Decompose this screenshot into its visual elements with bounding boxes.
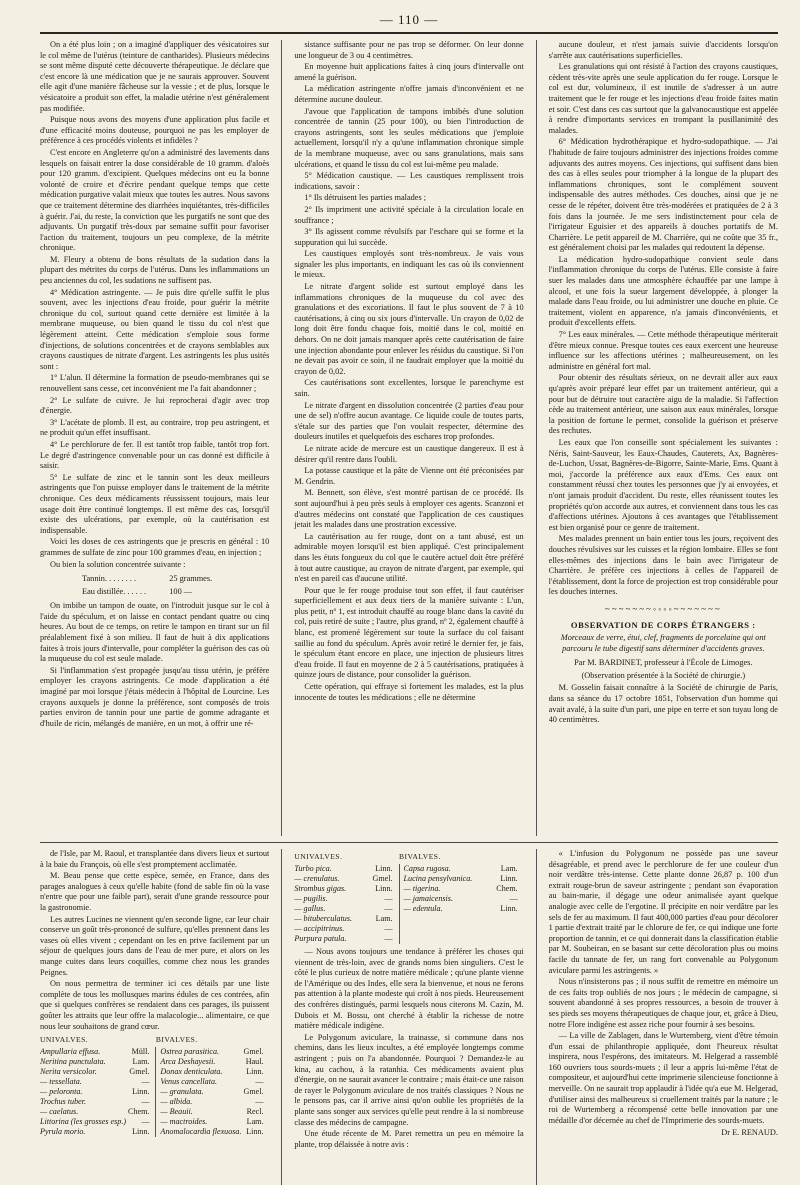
- species-name: — granulata.: [156, 1087, 244, 1097]
- mollusc-table-1-rows: [40, 1047, 269, 1137]
- species-author: —: [255, 1097, 264, 1107]
- table-row: [294, 864, 523, 874]
- species-author: Lam.: [500, 864, 518, 873]
- header-univalves: UNIVALVES.: [294, 852, 343, 861]
- species-author: Gmel.: [243, 1087, 264, 1097]
- paragraph: M. Fleury a obtenu de bons résultats de la sudation dans la plupart des métrites du corps de l'utérus. Dans les inflammations un peu anciennes du col, les sudations ne suffisent pas.: [40, 254, 270, 286]
- lower-columns: [40, 849, 778, 1185]
- col1-after-paragraphs: [40, 601, 269, 729]
- species-name: [399, 914, 490, 924]
- species-author: Recl.: [246, 1107, 264, 1117]
- species-author: [490, 914, 523, 924]
- species-author: Linn.: [132, 1087, 150, 1097]
- species-name: — jamaicensis.: [399, 894, 490, 904]
- species-name: Littorina (les grosses esp.): [40, 1117, 127, 1127]
- species-name: Purpura patula.: [294, 934, 347, 943]
- species-author: Lam.: [132, 1057, 150, 1067]
- recipe-name: Eau distillée. . . . . .: [82, 586, 147, 596]
- species-name: — albida.: [156, 1097, 244, 1107]
- species-author: Linn.: [500, 874, 518, 883]
- table-row: [40, 1107, 269, 1117]
- lower-col1-paragraphs: [40, 849, 269, 1032]
- paragraph: 1° L'alun. Il détermine la formation de pseudo-membranes qui se renouvellent sans cesse, cet inconvénient me l'a fait abandonner ;: [40, 373, 270, 393]
- table-row: [294, 934, 523, 944]
- table-row: [294, 924, 523, 934]
- species-name: — caelatus.: [40, 1107, 79, 1117]
- observation-subtitle: Morceaux de verre, étui, clef, fragments de porcelaine qui ont parcouru le tube digestif sans déterminer d'accidents graves.: [560, 633, 766, 653]
- species-name: Turbo pica.: [294, 864, 332, 873]
- paragraph: On nous permettra de terminer ici ces détails par une liste complète de tous les mollusques marins édules de ces contrées, afin que si quelques confrères se rendaient dans ces parages, ils puissent goûter les attraits que leur offre la malacologie... alimentaire, ce que nous leur souhaitons de grand cœur.: [40, 979, 270, 1031]
- top-rule: [40, 32, 778, 34]
- paragraph: 1° Ils détruisent les parties malades ;: [304, 193, 427, 203]
- paragraph: La médication hydro-sudopathique convient seule dans l'inflammation chronique du corps de l'utérus. Elle consiste à faire suer les malades dans une atmosphère échauffée par une lampe à alcool, et une fois la sueur largement développée, à plonger la malade dans l'eau froide, ou lui administrer une douche en pluie. Ce traitement, violent en apparence, n'a jamais d'inconvénients, et produit d'excellents effets.: [548, 254, 778, 328]
- upper-column-1: [40, 40, 269, 836]
- mollusc-table-2-rows: [294, 864, 523, 944]
- paragraph: 3° L'acétate de plomb. Il est, au contraire, trop peu astringent, et ne produit qu'un effet insuffisant.: [40, 417, 270, 438]
- species-name: Donax denticulata.: [156, 1067, 244, 1077]
- paragraph: Le Polygonum aviculare, la trainasse, si commune dans nos chemins, dans les lieux incultes, a été employée longtemps comme astringent ; puis on l'a abandonnée. Pourquoi ? Demandez-le au kina, au cachou, à la ratanhia. Ces médicaments avaient plus d'énergie, on ne saurait avancer le contraire ; mais était-ce une raison de rayer le Polygonum aviculare de nos traités classiques ? Nous ne le pensons pas, car il arrive ainsi qu'on oublie les propriétés de la plante sans songer aux services qu'elle peut rendre à la si nombreuse classe des médecins de campagne.: [294, 1032, 524, 1127]
- page-number: — 110 —: [379, 12, 439, 27]
- recipe-qty: 25 grammes.: [169, 574, 213, 584]
- tannin-recipe: [80, 572, 230, 599]
- upper-columns: [40, 40, 778, 836]
- observation-author: Par M. BARDINET, professeur à l'École de Limoges.: [574, 658, 753, 668]
- species-author: —: [141, 1097, 150, 1107]
- paragraph: En moyenne huit applications faites à cinq jours d'intervalle ont amené la guérison.: [294, 62, 524, 82]
- species-name: — bituberculatus.: [294, 914, 353, 923]
- species-author: Gmel.: [129, 1067, 150, 1077]
- paragraph: Le nitrate d'argent solide est surtout employé dans les inflammations chroniques de la muqueuse du col avec des granulations et des excoriations. Il faut le plus souvent de 7 à 10 cautérisations, à cinq ou six jours d'intervalle. Un crayon de 0,02 de long doit être fondu chaque fois, moitié dans le col, moitié en dehors. On ne doit jamais manquer après cette cautérisation de faire une injection abondante pour enlever les résidus du caustique. Si l'on ne devait pas avoir ce soin, il ne faudrait employer que la moitié du crayon de 0,02.: [294, 282, 524, 376]
- species-author: —: [141, 1117, 150, 1127]
- species-author: Haul.: [245, 1057, 264, 1067]
- table-row: [40, 1087, 269, 1097]
- paragraph: Cette opération, qui effraye si fortement les malades, est la plus innocente de toutes les médications ; elle ne détermine: [294, 682, 524, 702]
- paragraph: La potasse caustique et la pâte de Vienne ont été préconisées par M. Gendrin.: [294, 466, 524, 486]
- species-author: Lam.: [375, 914, 393, 923]
- paragraph: 3° Ils agissent comme révulsifs par l'eschare qui se forme et la suppuration qui lui succède.: [294, 227, 524, 247]
- paragraph: Pour que le fer rouge produise tout son effet, il faut cautériser superficiellement et aux deux tiers de la manière suivante : L'un, plus petit, nº 1, est introduit chauffé au rouge blanc dans la cavité du col, puis retiré de suite ; l'autre, plus grand, nº 2, également chauffé à blanc, est promené légèrement sur toute la surface du col faisant saillie au fond du spéculum. Après avoir retiré le dernier fer, je fais, le spéculum étant encore en place, une injection de plusieurs litres d'eau froide. Il faut en moyenne de 2 à 5 cautérisations, pratiquées à quinze jours de distance, pour consolider la guérison.: [294, 585, 524, 680]
- paragraph: J'avoue que l'application de tampons imbibés d'une solution concentrée de tannin (25 pour 100), ou bien l'introduction de crayons astringents, sont les seules médications que j'emploie actuellement, lorsqu'il n'y a qu'une inflammation chronique simple de la membrane muqueuse, avec ou sans granulations, mais sans ulcérations, et quand le tissu du col est lui-même peu malade.: [294, 106, 524, 169]
- observation-note: (Observation présentée à la Société de chirurgie.): [581, 670, 746, 680]
- paragraph: Ces cautérisations sont excellentes, lorsque le parenchyme est sain.: [294, 378, 524, 398]
- paragraph: 7° Les eaux minérales. — Cette méthode thérapeutique mériterait d'être mieux connue. Presque toutes ces eaux exercent une heureuse influence sur les affections utérines ; malheureusement, on les administre en général fort mal.: [548, 330, 778, 371]
- table-row: [294, 904, 523, 914]
- species-author: Linn.: [500, 904, 518, 913]
- species-author: —: [384, 924, 393, 933]
- species-name: Neritina punctulata.: [40, 1057, 106, 1067]
- paragraph: On imbibe un tampon de ouate, on l'introduit jusque sur le col à l'aide du spéculum, et on laisse en contact pendant quatre ou cinq heures. Au bout de ce temps, on retire le tampon en tirant sur un fil préalablement fixé à son milieu. Il faut de huit à dix applications faites à trois jours d'intervalle, pour compléter la guérison des cas où la muqueuse du col est seule malade.: [40, 601, 270, 664]
- lower-column-1: [40, 849, 269, 1185]
- column-divider: [281, 40, 282, 836]
- paragraph: 2° Ils impriment une activité spéciale à la circulation locale en souffrance ;: [294, 204, 524, 225]
- species-author: [490, 934, 523, 944]
- species-author: Chem.: [128, 1107, 150, 1117]
- species-name: Anomalocardia flexuosa.: [156, 1127, 244, 1137]
- paragraph: 4° Le perchlorure de fer. Il est tantôt trop faible, tantôt trop fort. Le degré d'astringence convenable pour un cas donné est difficile à saisir.: [40, 439, 270, 471]
- species-name: Nerita versicolor.: [40, 1067, 97, 1077]
- table-row: [40, 1067, 269, 1077]
- observation-text: M. Gosselin faisait connaître à la Société de chirurgie de Paris, dans sa séance du 17 octobre 1851, l'observation d'un homme qui avait avalé, à la suite d'un pari, une pipe en terre et son tuyau long de 40 centimètres.: [548, 683, 778, 725]
- table-row: [40, 1057, 269, 1067]
- header-bivalves: BIVALVES.: [399, 852, 441, 861]
- species-name: — mactroides.: [156, 1117, 244, 1127]
- species-author: Müll.: [131, 1047, 150, 1057]
- recipe-row: [82, 574, 228, 585]
- paragraph: Le nitrate acide de mercure est un caustique dangereux. Il est à désirer qu'il rentre dans l'oubli.: [294, 443, 524, 464]
- col1-paragraphs: [40, 40, 269, 570]
- paragraph: La médication astringente n'offre jamais d'inconvénient et ne détermine aucune douleur.: [294, 84, 524, 104]
- paragraph: — La ville de Zablagen, dans le Wurtemberg, vient d'être témoin d'un essai de philanthropie appliquée, dont l'heureux résultat inspirera, nous l'espérons, des imitateurs. M. Helgerad a rassemblé 160 ouvriers tous sourds-muets ; il leur a appris lui-même l'état de compositeur, et aujourd'hui cette imprimerie silencieuse fonctionne à merveille. On ne saurait trop applaudir à l'idée qu'a eue M. Helgerad, d'utiliser ainsi des malheureux si cruellement traités par la nature ; le roi de Wurtemberg a récompensé cette belle innovation par une médaille d'or décernée au chef de l'Imprimerie des sourds-muets.: [548, 1031, 778, 1125]
- paragraph: C'est encore en Angleterre qu'on a administré des lavements dans lesquels on faisait entrer la dose considérable de 10 gramm. d'aloès pour 120 gramm. d'excipient. Quelques médecins ont eu la bonne volonté de croire et d'écrire pendant quelque temps que cette médication purgative valait mieux que toutes les autres. Nous savons que ce traitement détermine des diarrhées inquiétantes, très-difficiles à guérir. J'ai, du reste, la conviction que les purgatifs ne sont que des adjuvants. Un purgatif très-doux par semaine suffit pour favoriser l'action du traitement, toujours un peu complexe, de la métrite chronique.: [40, 147, 270, 253]
- paragraph: — Nous avons toujours une tendance à préférer les choses qui viennent de très-loin, avec de grands noms bien singuliers. C'est le côté le plus curieux de notre matière médicale ; qu'une plante vienne de l'Amérique ou des Indes, elle sera la bienvenue, et nous ne ferons pas attention à la plante modeste qui croît à nos pieds. Heureusement des confrères distingués, parmi lesquels nous citerons M. Cazin, M. Dubois et M. Bossu, ont cherché à établir la richesse de notre matière médicale indigène.: [294, 947, 524, 1031]
- species-name: — accipitrinus.: [294, 924, 345, 933]
- paragraph: Une étude récente de M. Paret remettra un peu en mémoire la plante, trop délaissée à notre avis :: [294, 1129, 524, 1149]
- table-row: [294, 914, 523, 924]
- table-row: [40, 1127, 269, 1137]
- species-name: — Beauii.: [156, 1107, 244, 1117]
- paragraph: « L'infusion du Polygonum ne possède pas une saveur désagréable, et prend avec le perchlorure de fer une couleur d'un noir verdâtre très-intense. Cette plante donne 26,87 p. 100 d'un extrait rouge-brun de saveur astringente ; pendant son évaporation au bain-marie, il dégage une odeur animalisée ayant quelque analogie avec celle de l'ergotine. Il précipite en noir verdâtre par les sels de fer au maximum. Il faut 400,000 parties d'eau pour décolorer 1 partie d'extrait traité par le chlorure de fer, ce qui indique une forte proportion de tannin, et ce qui donnerait dans la classification établie par M. Soubeiran, en se basant sur cette décoloration plus ou moins facile du tannate de fer, un rang fort convenable au Polygonum aviculare parmi les astringents. »: [548, 849, 778, 975]
- species-name: Venus cancellata.: [156, 1077, 244, 1087]
- paragraph: La cautérisation au fer rouge, dont on a tant abusé, est un admirable moyen lorsqu'il est bien appliqué. C'est principalement dans les états fongueux du col que le cautère actuel doit être préféré à tout autre caustique, au crayon de nitrate d'argent, par exemple, qui n'est en pareil cas d'aucune utilité.: [294, 531, 524, 584]
- species-name: — crenulatus.: [294, 874, 340, 883]
- species-author: —: [384, 894, 393, 903]
- species-author: Linn.: [375, 864, 393, 873]
- middle-rule: [40, 842, 778, 843]
- species-author: Gmel.: [372, 874, 393, 883]
- species-name: Arca Deshayesii.: [156, 1057, 244, 1067]
- paragraph: 4° Médication astringente. — Je puis dire qu'elle suffit le plus souvent, avec les injections d'eau froide, pour guérir la métrite chronique du col, surtout quand cette dernière est limitée à la membrane muqueuse, ou bien quand le tissu du col n'est que légèrement atteint. Cette médication s'emploie sous forme d'injections, de solutions concentrées et de crayons semblables aux crayons caustiques de nitrate d'argent. Les astringents les plus usités sont :: [40, 287, 270, 371]
- table-row: [294, 894, 523, 904]
- paragraph: aucune douleur, et n'est jamais suivie d'accidents lorsqu'on s'arrête aux cautérisations superficielles.: [548, 40, 778, 60]
- mollusc-table-1-header: [40, 1035, 269, 1047]
- species-name: [399, 924, 490, 934]
- paragraph: Les eaux que l'on conseille sont spécialement les suivantes : Néris, Saint-Sauveur, les Eaux-Chaudes, Cauterets, Ax, Bagnères-de-Luchon, Ussat, Bagnères-de-Bigorre, Sainte-Marie, Ems. Quant à moi, j'accorde la préférence aux eaux d'Ems. Ces eaux ont constamment réussi chez toutes les personnes que j'y ai envoyées, et n'ont jamais produit d'accident. Du reste, elles réunissent toutes les propriétés qu'on accorde aux autres, et conviennent dans tous les cas d'affections utérines. Ajoutons à ces avantages que l'établissement est bien organisé pour ce genre de traitement.: [548, 437, 778, 532]
- column-divider: [281, 849, 282, 1185]
- paragraph: Les caustiques employés sont très-nombreux. Je vais vous signaler les plus importants, en indiquant les cas où ils conviennent le mieux.: [294, 249, 524, 280]
- species-author: —: [384, 904, 393, 913]
- paragraph: Si l'inflammation s'est propagée jusqu'au tissu utérin, je préfère employer les crayons astringents. Ce mode d'application a été imaginé par moi lorsque j'étais médecin à l'hôpital de Lourcine. Les crayons auxquels je donne la préférence, sont composés de trois parties environ de tannin pour une partie de gomme adragante et d'huile de ricin, mélangés de manière, en un mot, à offrir une ré-: [40, 665, 270, 728]
- species-name: [399, 934, 490, 944]
- table-row: [40, 1117, 269, 1127]
- section-ornament: ~~~~~~~◦◦◦◦~~~~~~~: [604, 603, 722, 614]
- column-divider: [536, 849, 537, 1185]
- table-row: [40, 1097, 269, 1107]
- table-row: [40, 1047, 269, 1057]
- lower-column-3: [549, 849, 778, 1185]
- author-signature: Dr E. RENAUD.: [721, 1128, 778, 1138]
- header-univalves: UNIVALVES.: [40, 1035, 89, 1045]
- lower-col3-paragraphs: [549, 849, 778, 1126]
- paragraph: Pour obtenir des résultats sérieux, on ne devrait aller aux eaux qu'après avoir préparé leur effet par un traitement antérieur, qui a pour but de détruire tout caractère aigu de la maladie. Si l'affection cède au traitement antérieur, une saison aux eaux minérales, lorsque la position de fortune le permet, consolide la guérison et préserve des rechutes.: [548, 373, 778, 436]
- species-name: — tigerina.: [399, 884, 490, 894]
- paragraph: 5° Médication caustique. — Les caustiques remplissent trois indications, savoir :: [294, 171, 524, 191]
- species-name: — edentula.: [399, 904, 490, 914]
- paragraph: Les granulations qui ont résisté à l'action des crayons caustiques, cèdent très-vite après une seule application du fer rouge. Lorsque le col est dur, volumineux, il est inutile de s'adresser à un autre traitement que le fer rouge et les injections d'eau froide faites matin et soir. C'est dans ces cas surtout que la galvanocaustique est appelée à rendre d'importants services en trompant la pusillanimité des malades.: [548, 62, 778, 135]
- recipe-name: Tannin. . . . . . . .: [82, 574, 137, 584]
- species-author: —: [255, 1077, 264, 1087]
- lower-column-2: [294, 849, 523, 1185]
- species-author: —: [384, 934, 393, 943]
- observation-title: OBSERVATION DE CORPS ÉTRANGERS :: [570, 620, 756, 631]
- lower-col2-paragraphs: [294, 947, 523, 1150]
- table-row: [40, 1077, 269, 1087]
- paragraph: Les autres Lucines ne viennent qu'en seconde ligne, car leur chair conserve un goût très-prononcé de sulfure, qu'elles prennent dans les vases où elles vivent ; cependant on les en prive facilement par un séjour de quelques jours dans de l'eau de mer pure, et alors on les mange cuites dans leurs coquilles, comme chez nous les grandes Peignes.: [40, 914, 270, 977]
- paragraph: Puisque nous avons des moyens d'une application plus facile et d'une efficacité moins douteuse, pourquoi ne pas les employer de préférence à ces procédés violents et infidèles ?: [40, 115, 270, 146]
- paragraph: 5° Le sulfate de zinc et le tannin sont les deux meilleurs astringents que l'on puisse employer dans le traitement de la métrite chronique. Ces deux médicaments réussissent toujours, mais leur usage doit être continué longtemps. Il est même des cas, lorsqu'il existe des ulcérations, par exemple, où la cautérisation est indispensable.: [40, 472, 270, 535]
- header-bivalves: BIVALVES.: [155, 1035, 198, 1045]
- table-row: [294, 884, 523, 894]
- paragraph: Ou bien la solution concentrée suivante :: [50, 559, 186, 569]
- paragraph: sistance suffisante pour ne pas trop se déformer. On leur donne une longueur de 3 ou 4 centimètres.: [294, 40, 524, 60]
- recipe-qty: 100 —: [169, 586, 193, 596]
- paragraph: Mes malades prennent un bain entier tous les jours, reçoivent des douches révulsives sur les cuisses et la région lombaire. Elles se font elles-mêmes des injections dans le bain avec l'irrigateur de Charrière. Je préfère ces injections à celles de l'appareil de l'établissement, dont la force de projection est trop considérable pour les douches internes.: [548, 534, 778, 597]
- upper-column-2: [294, 40, 523, 836]
- species-name: — peloronta.: [40, 1087, 83, 1097]
- paragraph: 2° Le sulfate de cuivre. Je lui reprocherai d'agir avec trop d'énergie.: [40, 395, 270, 416]
- species-name: Pyrula morio.: [40, 1127, 86, 1137]
- species-author: Linn.: [246, 1067, 264, 1077]
- paragraph: de l'Isle, par M. Raoul, et transplantée dans divers lieux et surtout à la baie du François, où elle s'est promptement acclimatée.: [40, 849, 270, 869]
- mollusc-table-2: [294, 852, 523, 944]
- recipe-rows: [82, 574, 228, 597]
- species-name: Ampullaria effusa.: [40, 1047, 101, 1057]
- species-name: Strombus gigas.: [294, 884, 347, 893]
- recipe-row: [82, 587, 228, 598]
- species-name: — gallus.: [294, 904, 326, 913]
- paragraph: On a été plus loin ; on a imaginé d'appliquer des vésicatoires sur le col même de l'utérus (teinture de cantharides). Plusieurs médecins se sont même disputé cette découverte thérapeutique. Je déclare que c'est encore là une médication que je ne saurais approuver. Souvent elle agit d'une manière fâcheuse sur la vessie ; et de plus, lorsque le vésicatoire a produit son effet, la maladie utérine n'est généralement pas modifiée.: [40, 40, 270, 113]
- species-author: Lam.: [246, 1117, 264, 1127]
- upper-column-3: [549, 40, 778, 836]
- species-name: Trochus tuber.: [40, 1097, 87, 1107]
- species-author: Linn.: [375, 884, 393, 893]
- paragraph: Nous n'insisterons pas ; il nous suffit de remettre en mémoire un de ces faits trop oubliés de nos jours ; le médecin de campagne, si souvent abandonné à ses propres ressources, a besoin de trouver à ses pieds ses moyens thérapeutiques de chaque jour, et, grâce à Dieu, notre Flore indigène est assez riche pour fournir à ses besoins.: [548, 977, 778, 1029]
- species-name: Ostrea parasitica.: [156, 1047, 244, 1057]
- paragraph: M. Beau pense que cette espèce, semée, en France, dans des parages analogues à ceux qu'elle habite (fond de sable fin où la vase n'entre que pour une faible part), serait d'une grande ressource pour la gastronomie.: [40, 871, 270, 912]
- paragraph: Le nitrate d'argent en dissolution concentrée (2 parties d'eau pour une de sel) n'offre aucun avantage. Ce liquide coule de toutes parts, s'étale sur des parties que l'on voulait respecter, détermine des douleurs inutiles et quelquefois des eschares trop profondes.: [294, 400, 524, 442]
- paragraph: 6° Médication hydrothérapique et hydro-sudopathique. — J'ai l'habitude de faire toujours administrer des injections froides comme adjuvants des autres moyens. Ces injections, qui suffisent dans bien des cas à elles seules pour triompher à la longue de la plupart des inflammations chroniques, sont le complément souvent indispensable des autres méthodes. Ces douches, ainsi que je ne cesse de le répéter, doivent être très-modérées et pratiquées de 2 à 3 fois dans la journée. Je me sers indistinctement pour cela de l'irrigateur Eguisier et des appareils à douches portatifs de M. Charrière. Le petit appareil de M. Charrière, qui ne coûte que 35 fr., est généralement choisi par les malades qui redoutent la dépense.: [548, 137, 778, 253]
- mollusc-table-1: [40, 1035, 269, 1137]
- species-author: —: [141, 1077, 150, 1087]
- species-author: Chem.: [496, 884, 518, 893]
- species-author: —: [509, 894, 518, 903]
- species-name: Capsa rugosa.: [399, 864, 490, 874]
- col2-paragraphs: [294, 40, 523, 703]
- species-name: — tessellata.: [40, 1077, 82, 1087]
- column-divider: [536, 40, 537, 836]
- paragraph: Voici les doses de ces astringents que je prescris en général : 10 grammes de sulfate de zinc pour 100 grammes d'eau, en injection ;: [40, 537, 270, 557]
- col3-paragraphs: [549, 40, 778, 598]
- species-author: Linn.: [132, 1127, 150, 1137]
- species-author: [490, 924, 523, 934]
- species-author: Gmel.: [243, 1047, 264, 1057]
- mollusc-table-2-header: [294, 852, 523, 864]
- species-author: Linn.: [246, 1127, 264, 1137]
- species-name: — pugilis.: [294, 894, 328, 903]
- table-row: [294, 874, 523, 884]
- paragraph: M. Bennett, son élève, s'est montré partisan de ce procédé. Ils sont aujourd'hui à peu près seuls à employer ces agents. Scanzoni et d'autres médecins ont constaté que l'application de ces caustiques jetait les malades dans une prostration excessive.: [294, 488, 524, 530]
- species-name: Lucina pensylvanica.: [399, 874, 490, 884]
